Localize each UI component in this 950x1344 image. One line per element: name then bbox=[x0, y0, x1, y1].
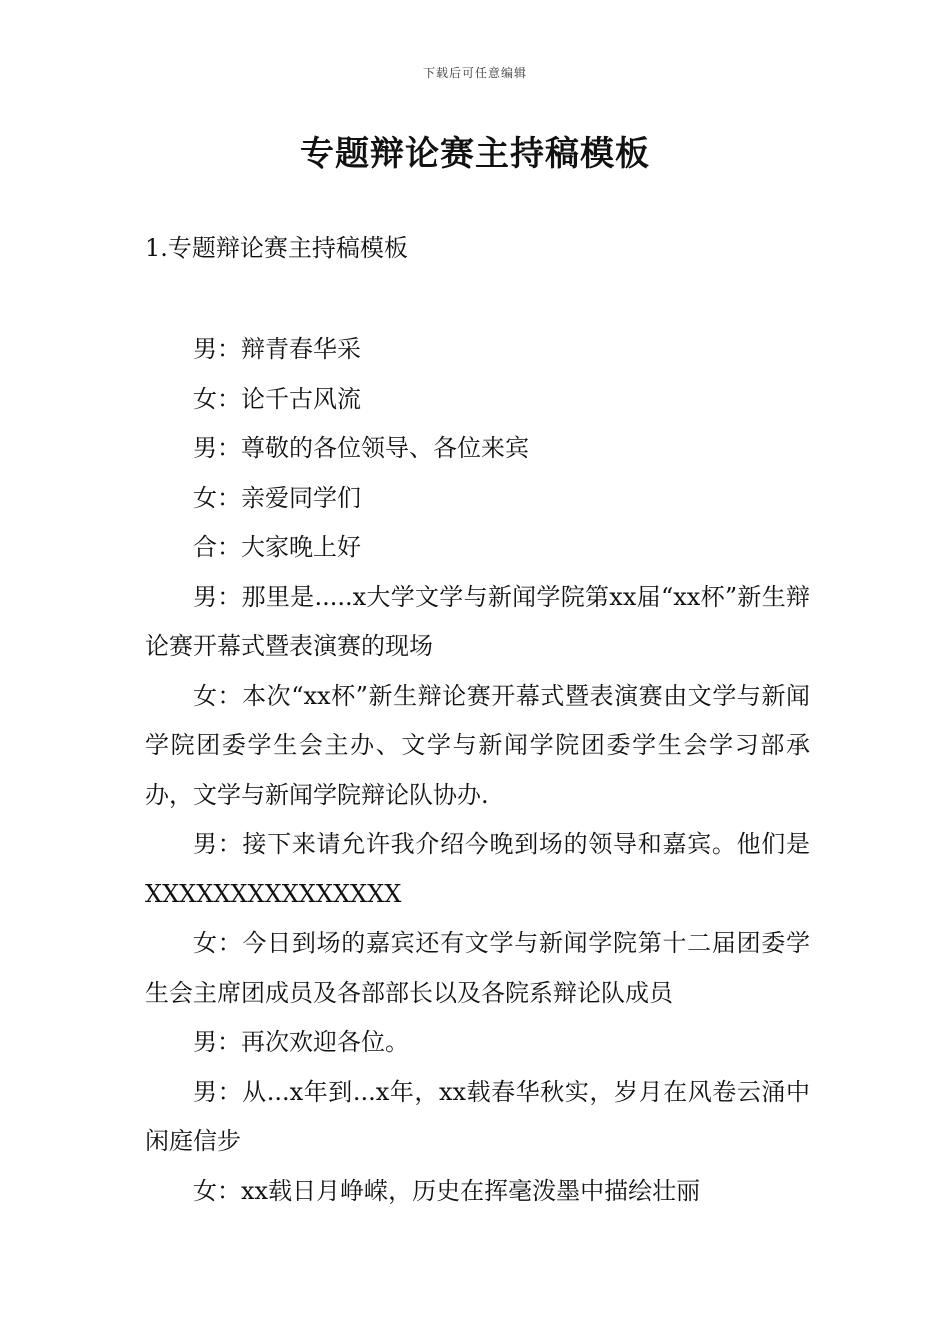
dialogue-line: 女：今日到场的嘉宾还有文学与新闻学院第十二届团委学生会主席团成员及各部部长以及各院系辩论队成员 bbox=[145, 929, 810, 1007]
dialogue-body bbox=[145, 325, 810, 1216]
section-heading: 1.专题辩论赛主持稿模板 bbox=[145, 234, 408, 262]
dialogue-line: 男：尊敬的各位领导、各位来宾 bbox=[193, 434, 529, 462]
dialogue-line: 男：辩青春华采 bbox=[193, 335, 361, 363]
dialogue-line: 男：再次欢迎各位。 bbox=[193, 1028, 409, 1056]
document-title: 专题辩论赛主持稿模板 bbox=[300, 134, 650, 174]
dialogue-line: 女：本次“xx杯”新生辩论赛开幕式暨表演赛由文学与新闻学院团委学生会主办、文学与新闻学院团委学生会学习部承办，文学与新闻学院辩论队协办. bbox=[145, 681, 810, 809]
header-note: 下载后可任意编辑 bbox=[422, 66, 527, 80]
dialogue-line: 男：那里是.....x大学文学与新闻学院第xx届“xx杯”新生辩论赛开幕式暨表演赛的现场 bbox=[145, 582, 810, 660]
dialogue-line: 女：论千古风流 bbox=[193, 384, 361, 413]
dialogue-line: 合：大家晚上好 bbox=[193, 533, 361, 561]
dialogue-line: 男：接下来请允许我介绍今晚到场的领导和嘉宾。他们是XXXXXXXXXXXXXXX bbox=[145, 830, 810, 908]
dialogue-line: 女：亲爱同学们 bbox=[193, 483, 361, 512]
dialogue-line: 女：xx载日月峥嵘，历史在挥毫泼墨中描绘壮丽 bbox=[193, 1176, 701, 1205]
dialogue-line: 男：从...x年到...x年，xx载春华秋实，岁月在风卷云涌中闲庭信步 bbox=[145, 1077, 810, 1155]
